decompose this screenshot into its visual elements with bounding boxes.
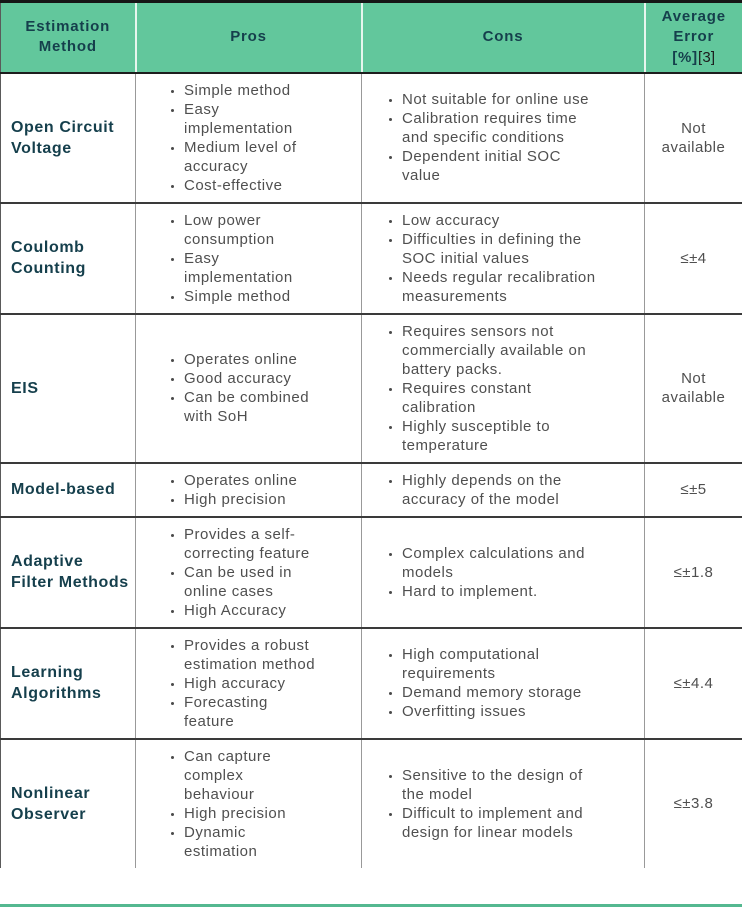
average-error-unit-line <box>648 48 741 68</box>
average-error-value: Not available <box>645 314 742 463</box>
con-item: • Not suitable for online use <box>402 90 596 109</box>
cons-cell <box>362 73 645 203</box>
pros-list <box>168 636 316 731</box>
cons-cell <box>362 463 645 517</box>
cons-cell <box>362 517 645 628</box>
con-item: • Difficult to implement and design for linear models <box>402 804 596 842</box>
average-error-value: ≤±4 <box>645 203 742 314</box>
pro-item: • Low power consumption <box>184 211 316 249</box>
pro-item: • High Accuracy <box>184 601 316 620</box>
pros-cell <box>136 463 362 517</box>
pro-item: • Operates online <box>184 350 316 369</box>
pros-cell <box>136 314 362 463</box>
cons-list <box>386 766 596 842</box>
con-item: • Needs regular recalibration measurements <box>402 268 596 306</box>
pro-item: • Medium level of accuracy <box>184 138 316 176</box>
col-header-cons: Cons <box>362 2 645 73</box>
table-row <box>1 203 742 314</box>
pro-item: • Can be used in online cases <box>184 563 316 601</box>
con-item: • Hard to implement. <box>402 582 596 601</box>
method-name: Model-based <box>1 463 136 517</box>
cons-list <box>386 645 596 721</box>
table-row <box>1 463 742 517</box>
pros-cell <box>136 73 362 203</box>
cons-list <box>386 322 596 455</box>
average-error-value: ≤±1.8 <box>645 517 742 628</box>
pro-item: • Simple method <box>184 81 316 100</box>
con-item: • Highly depends on the accuracy of the model <box>402 471 596 509</box>
cons-list <box>386 544 596 601</box>
pro-item: • Dynamic estimation <box>184 823 316 861</box>
average-error-value: ≤±5 <box>645 463 742 517</box>
con-item: • Low accuracy <box>402 211 596 230</box>
table-body <box>1 73 742 868</box>
pros-cell <box>136 517 362 628</box>
cons-cell <box>362 314 645 463</box>
con-item: • Requires constant calibration <box>402 379 596 417</box>
pro-item: • Can be combined with SoH <box>184 388 316 426</box>
average-error-title: Average Error <box>661 8 726 46</box>
pro-item: • High accuracy <box>184 674 316 693</box>
table-header <box>1 2 742 73</box>
con-item: • Requires sensors not commercially available on battery packs. <box>402 322 596 379</box>
table-row <box>1 739 742 868</box>
con-item: • Complex calculations and models <box>402 544 596 582</box>
pros-cell <box>136 628 362 739</box>
col-header-estimation-method: Estimation Method <box>1 2 136 73</box>
pros-cell <box>136 739 362 868</box>
pro-item: • High precision <box>184 804 316 823</box>
con-item: • Sensitive to the design of the model <box>402 766 596 804</box>
cons-list <box>386 90 596 185</box>
header-row <box>1 2 742 73</box>
cons-cell <box>362 203 645 314</box>
con-item: • Difficulties in defining the SOC initial values <box>402 230 596 268</box>
pro-item: • Forecasting feature <box>184 693 316 731</box>
pro-item: • Good accuracy <box>184 369 316 388</box>
cons-cell <box>362 628 645 739</box>
pro-item: • Provides a robust estimation method <box>184 636 316 674</box>
table-row <box>1 628 742 739</box>
pro-item: • Easy implementation <box>184 100 316 138</box>
con-item: • Calibration requires time and specific conditions <box>402 109 596 147</box>
average-error-unit: [%] <box>672 48 698 66</box>
col-header-average-error <box>645 2 742 73</box>
cons-list <box>386 211 596 306</box>
pro-item: • Easy implementation <box>184 249 316 287</box>
method-name: Adaptive Filter Methods <box>1 517 136 628</box>
pros-list <box>168 525 316 620</box>
pros-list <box>168 350 316 426</box>
con-item: • Highly susceptible to temperature <box>402 417 596 455</box>
method-name: Open Circuit Voltage <box>1 73 136 203</box>
pro-item: • Operates online <box>184 471 316 490</box>
pros-list <box>168 747 316 861</box>
con-item: • Demand memory storage <box>402 683 596 702</box>
col-header-pros: Pros <box>136 2 362 73</box>
average-error-value: Not available <box>645 73 742 203</box>
pros-list <box>168 471 316 509</box>
pro-item: • High precision <box>184 490 316 509</box>
method-name: Nonlinear Observer <box>1 739 136 868</box>
con-item: • High computational requirements <box>402 645 596 683</box>
cons-list <box>386 471 596 509</box>
con-item: • Overfitting issues <box>402 702 596 721</box>
average-error-value: ≤±3.8 <box>645 739 742 868</box>
average-error-value: ≤±4.4 <box>645 628 742 739</box>
pro-item: • Can capture complex behaviour <box>184 747 316 804</box>
pros-cell <box>136 203 362 314</box>
method-name: Learning Algorithms <box>1 628 136 739</box>
pro-item: • Cost-effective <box>184 176 316 195</box>
pros-list <box>168 211 316 306</box>
pro-item: • Simple method <box>184 287 316 306</box>
average-error-citation: [3] <box>697 48 716 66</box>
pros-list <box>168 81 316 195</box>
table-row <box>1 517 742 628</box>
table-row <box>1 314 742 463</box>
method-name: Coulomb Counting <box>1 203 136 314</box>
pro-item: • Provides a self-correcting feature <box>184 525 316 563</box>
con-item: • Dependent initial SOC value <box>402 147 596 185</box>
cons-cell <box>362 739 645 868</box>
method-name: EIS <box>1 314 136 463</box>
table-row <box>1 73 742 203</box>
